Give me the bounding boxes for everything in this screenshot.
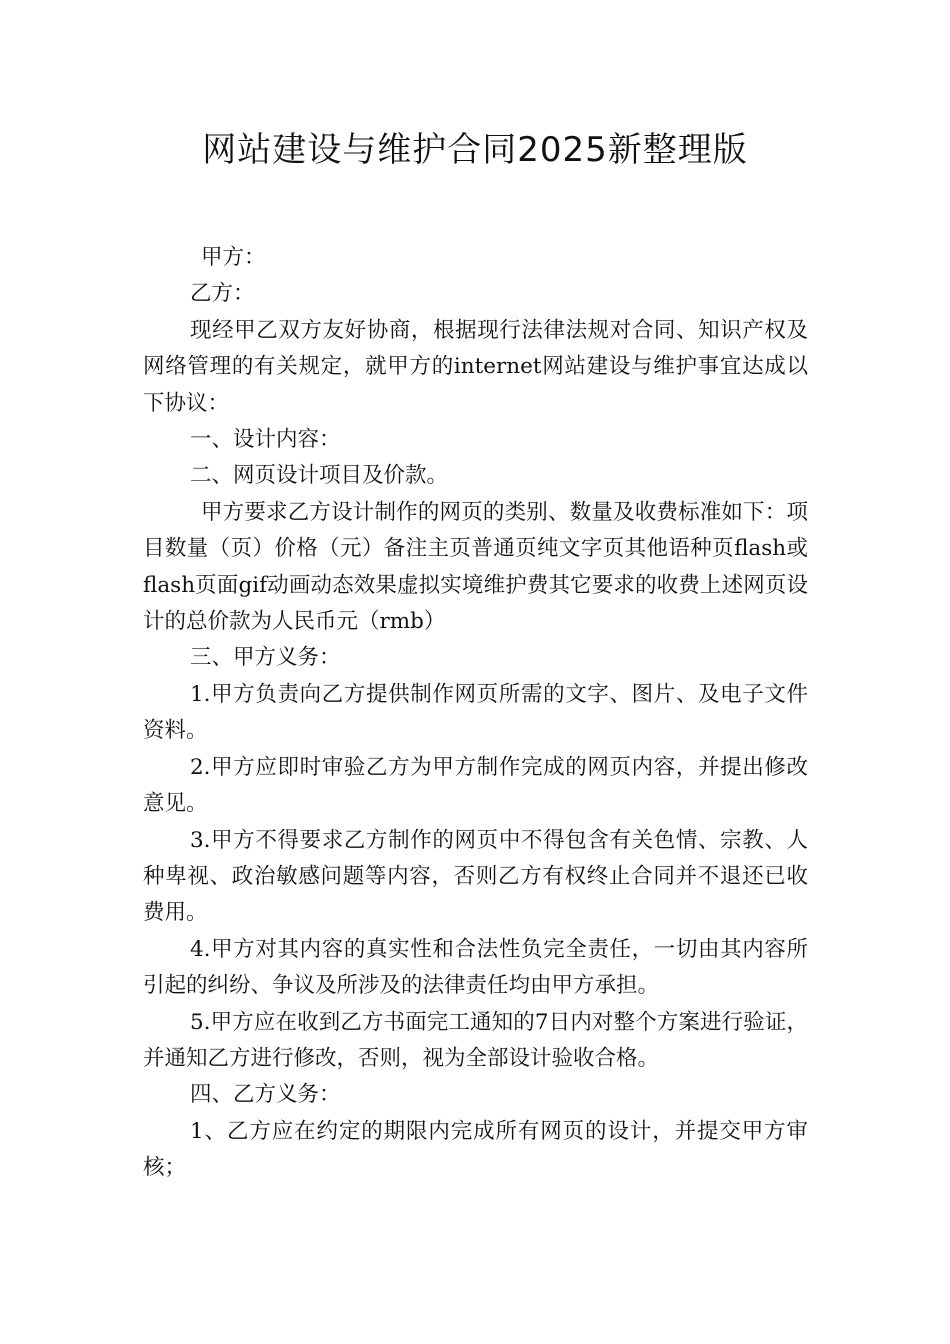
section-heading-design-items: 二、网页设计项目及价款。 [190, 463, 449, 489]
party-a-duty-1: 1.甲方负责向乙方提供制作网页所需的文字、图片、及电子文件资料。 [143, 681, 808, 744]
party-a-duty-5: 5.甲方应在收到乙方书面完工通知的7日内对整个方案进行验证，并通知乙方进行修改，否则，视为全部设计验收合格。 [143, 1009, 808, 1071]
pricing-paragraph: 甲方要求乙方设计制作的网页的类别、数量及收费标准如下：项目数量（页）价格（元）备注主页普通页纯文字页其他语种页flash或flash页面gif动画动态效果虚拟实境维护费其它要求的收费上述网页设计的总价款为人民币元（rmb） [143, 499, 808, 635]
section-heading-party-b-duties: 四、乙方义务： [190, 1082, 341, 1108]
party-a-duty-2: 2.甲方应即时审验乙方为甲方制作完成的网页内容，并提出修改意见。 [143, 754, 808, 817]
party-b-duty-1: 1、乙方应在约定的期限内完成所有网页的设计，并提交甲方审核； [143, 1118, 808, 1181]
section-heading-design-content: 一、设计内容： [190, 427, 341, 453]
document-title: 网站建设与维护合同2025新整理版 [202, 130, 748, 170]
party-b-line: 乙方： [190, 281, 255, 307]
document-body [143, 240, 808, 1187]
section-heading-party-a-duties: 三、甲方义务： [190, 645, 341, 671]
party-a-duty-3: 3.甲方不得要求乙方制作的网页中不得包含有关色情、宗教、人种卑视、政治敏感问题等内容，否则乙方有权终止合同并不退还已收费用。 [143, 827, 808, 926]
preamble-paragraph: 现经甲乙双方友好协商，根据现行法律法规对合同、知识产权及网络管理的有关规定，就甲方的internet网站建设与维护事宜达成以下协议： [143, 317, 808, 416]
party-a-duty-4: 4.甲方对其内容的真实性和合法性负完全责任，一切由其内容所引起的纠纷、争议及所涉及的法律责任均由甲方承担。 [143, 936, 808, 999]
party-a-line: 甲方： [201, 245, 266, 270]
